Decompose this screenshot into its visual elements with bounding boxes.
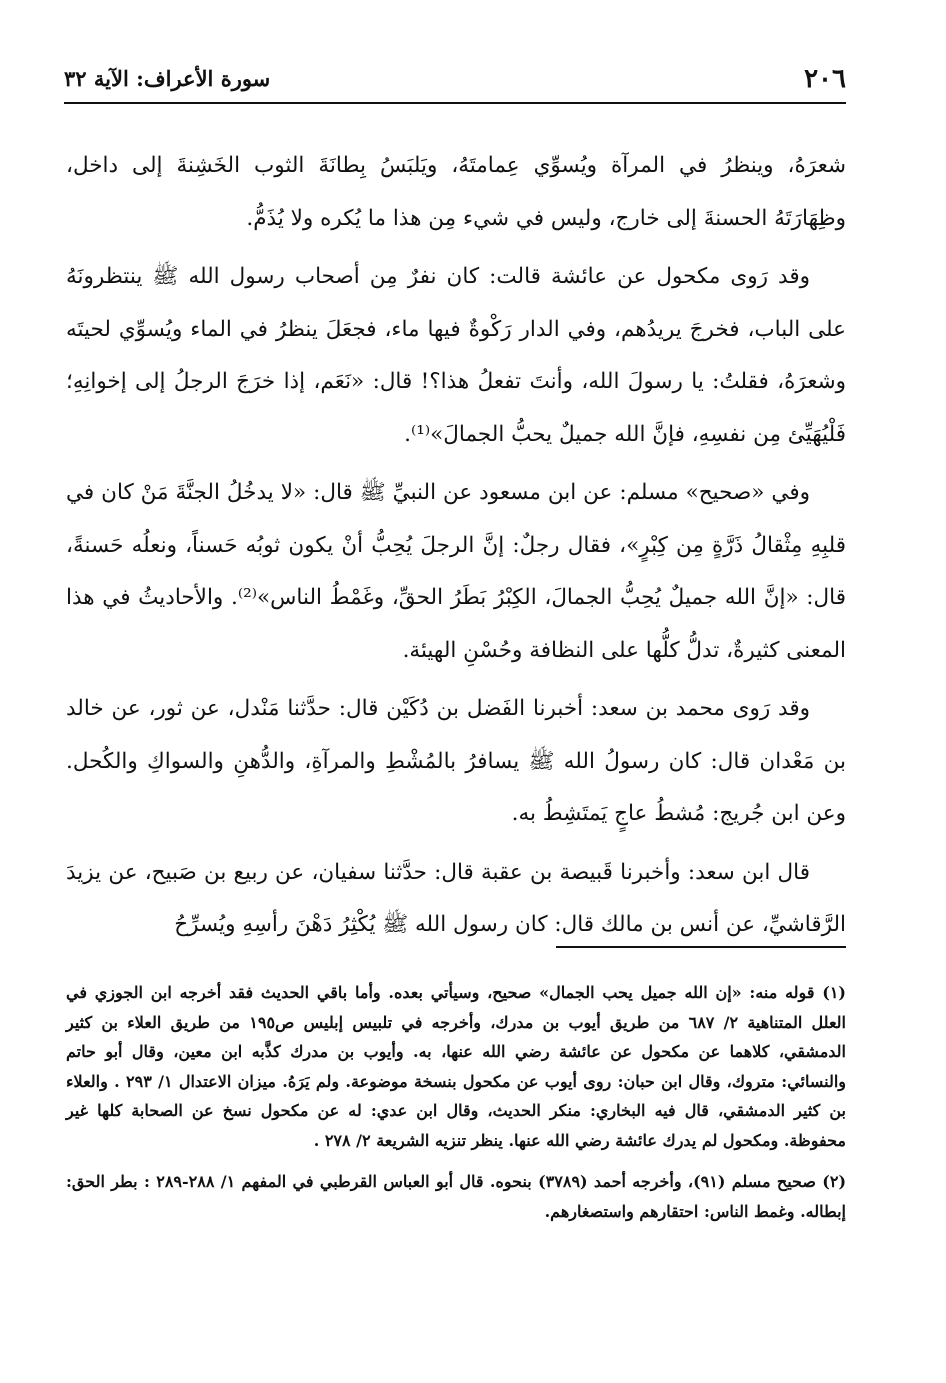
body-paragraph: وقد رَوى محمد بن سعد: أخبرنا الفَضل بن دُكَيْن قال: حدَّثنا مَنْدل، عن ثور، عن خالد بن مَعْدان قال: كان رسولُ الله ﷺ يسافرُ بالمُشْطِ والمرآةِ، والدُّهنِ والسواكِ والكُحل. وعن ابن جُريج: مُشطُ عاجٍ يَمتَشِطُ به. — [66, 696, 846, 826]
body-paragraph: شعرَهُ، وينظرُ في المرآة ويُسوِّي عِمامتَهُ، ويَلبَسُ بِطانَةَ الثوب الخَشِنةَ إلى داخل، وظِهَارَتَهُ الحسنةَ إلى خارج، وليس في شيء مِن هذا ما يُكره ولا يُذَمُّ. — [66, 153, 846, 231]
main-text — [66, 140, 846, 958]
body-paragraph: وفي «صحيح» مسلم: عن ابن مسعود عن النبيِّ ﷺ قال: «لا يدخُلُ الجنَّةَ مَنْ كان في قلبِهِ مِثْقالُ ذَرَّةٍ مِن كِبْرٍ»، فقال رجلٌ: إنَّ الرجلَ يُحِبُّ أنْ يكون ثوبُه حَسناً، ونعلُه حَسنةً، قال: «إنَّ الله جميلٌ يُحِبُّ الجمالَ، الكِبْرُ بَطَرُ الحقِّ، وغَمْطُ الناس»⁽²⁾. والأحاديثُ في هذا المعنى كثيرةٌ، تدلُّ كلُّها على النظافة وحُسْنِ الهيئة. — [66, 480, 846, 663]
body-paragraph: وقد رَوى مكحول عن عائشة قالت: كان نفرٌ مِن أصحاب رسول الله ﷺ ينتظرونَهُ على الباب، فخرجَ يريدُهم، وفي الدار رَكْوةٌ فيها ماء، فجعَلَ ينظرُ في الماء ويُسوِّي لحيتَه وشعرَهُ، فقلتُ: يا رسولَ الله، وأنتَ تفعلُ هذا؟! قال: «نَعَم، إذا خرَجَ الرجلُ إلى إخوانِهِ؛ فَلْيُهَيِّئ مِن نفسِهِ، فإنَّ الله جميلٌ يحبُّ الجمالَ»⁽¹⁾. — [66, 264, 846, 447]
header-rule — [64, 102, 846, 104]
footnote-separator — [556, 946, 846, 948]
page-header — [64, 58, 846, 104]
footnotes — [66, 978, 846, 1238]
page-number: ٢٠٦ — [804, 64, 846, 94]
footnote: (٢) صحيح مسلم (٩١)، وأخرجه أحمد (٣٧٨٩) بنحوه. قال أبو العباس القرطبي في المفهم ١/ ٢٨٨-٢٨٩ : بطر الحق: إبطاله. وغمط الناس: احتقارهم واستصغارهم. — [66, 1172, 847, 1221]
body-paragraph: قال ابن سعد: وأخبرنا قَبيصة بن عقبة قال: حدَّثنا سفيان، عن ربيع بن صَبيح، عن يزيدَ الرَّقاشيِّ، عن أنس بن مالك قال: كان رسول الله ﷺ يُكْثِرُ دَهْنَ رأسِهِ ويُسرِّحُ — [66, 859, 846, 937]
running-title: سورة الأعراف: الآية ٣٢ — [64, 66, 271, 91]
footnote: (١) قوله منه: «إن الله جميل يحب الجمال» صحيح، وسيأتي بعده. وأما باقي الحديث فقد أخرجه ابن الجوزي في العلل المتناهية ٢/ ٦٨٧ من طريق أيوب بن مدرك، وأخرجه في تلبيس إبليس ص١٩٥ من طريق العلاء بن كثير الدمشقي، كلاهما عن مكحول عن عائشة رضي الله عنها، به. وأيوب بن مدرك كذَّبه ابن معين، وقال أبو حاتم والنسائي: متروك، وقال ابن حبان: روى أيوب عن مكحول بنسخة موضوعة. ولم يَرَهُ. ميزان الاعتدال ١/ ٢٩٣ . والعلاء بن كثير الدمشقي، قال فيه البخاري: منكر الحديث، وقال ابن عدي: له عن مكحول نسخ عن الصحابة كلها غير محفوظة. ومكحول لم يدرك عائشة رضي الله عنها. ينظر تنزيه الشريعة ٢/ ٢٧٨ . — [66, 983, 847, 1150]
